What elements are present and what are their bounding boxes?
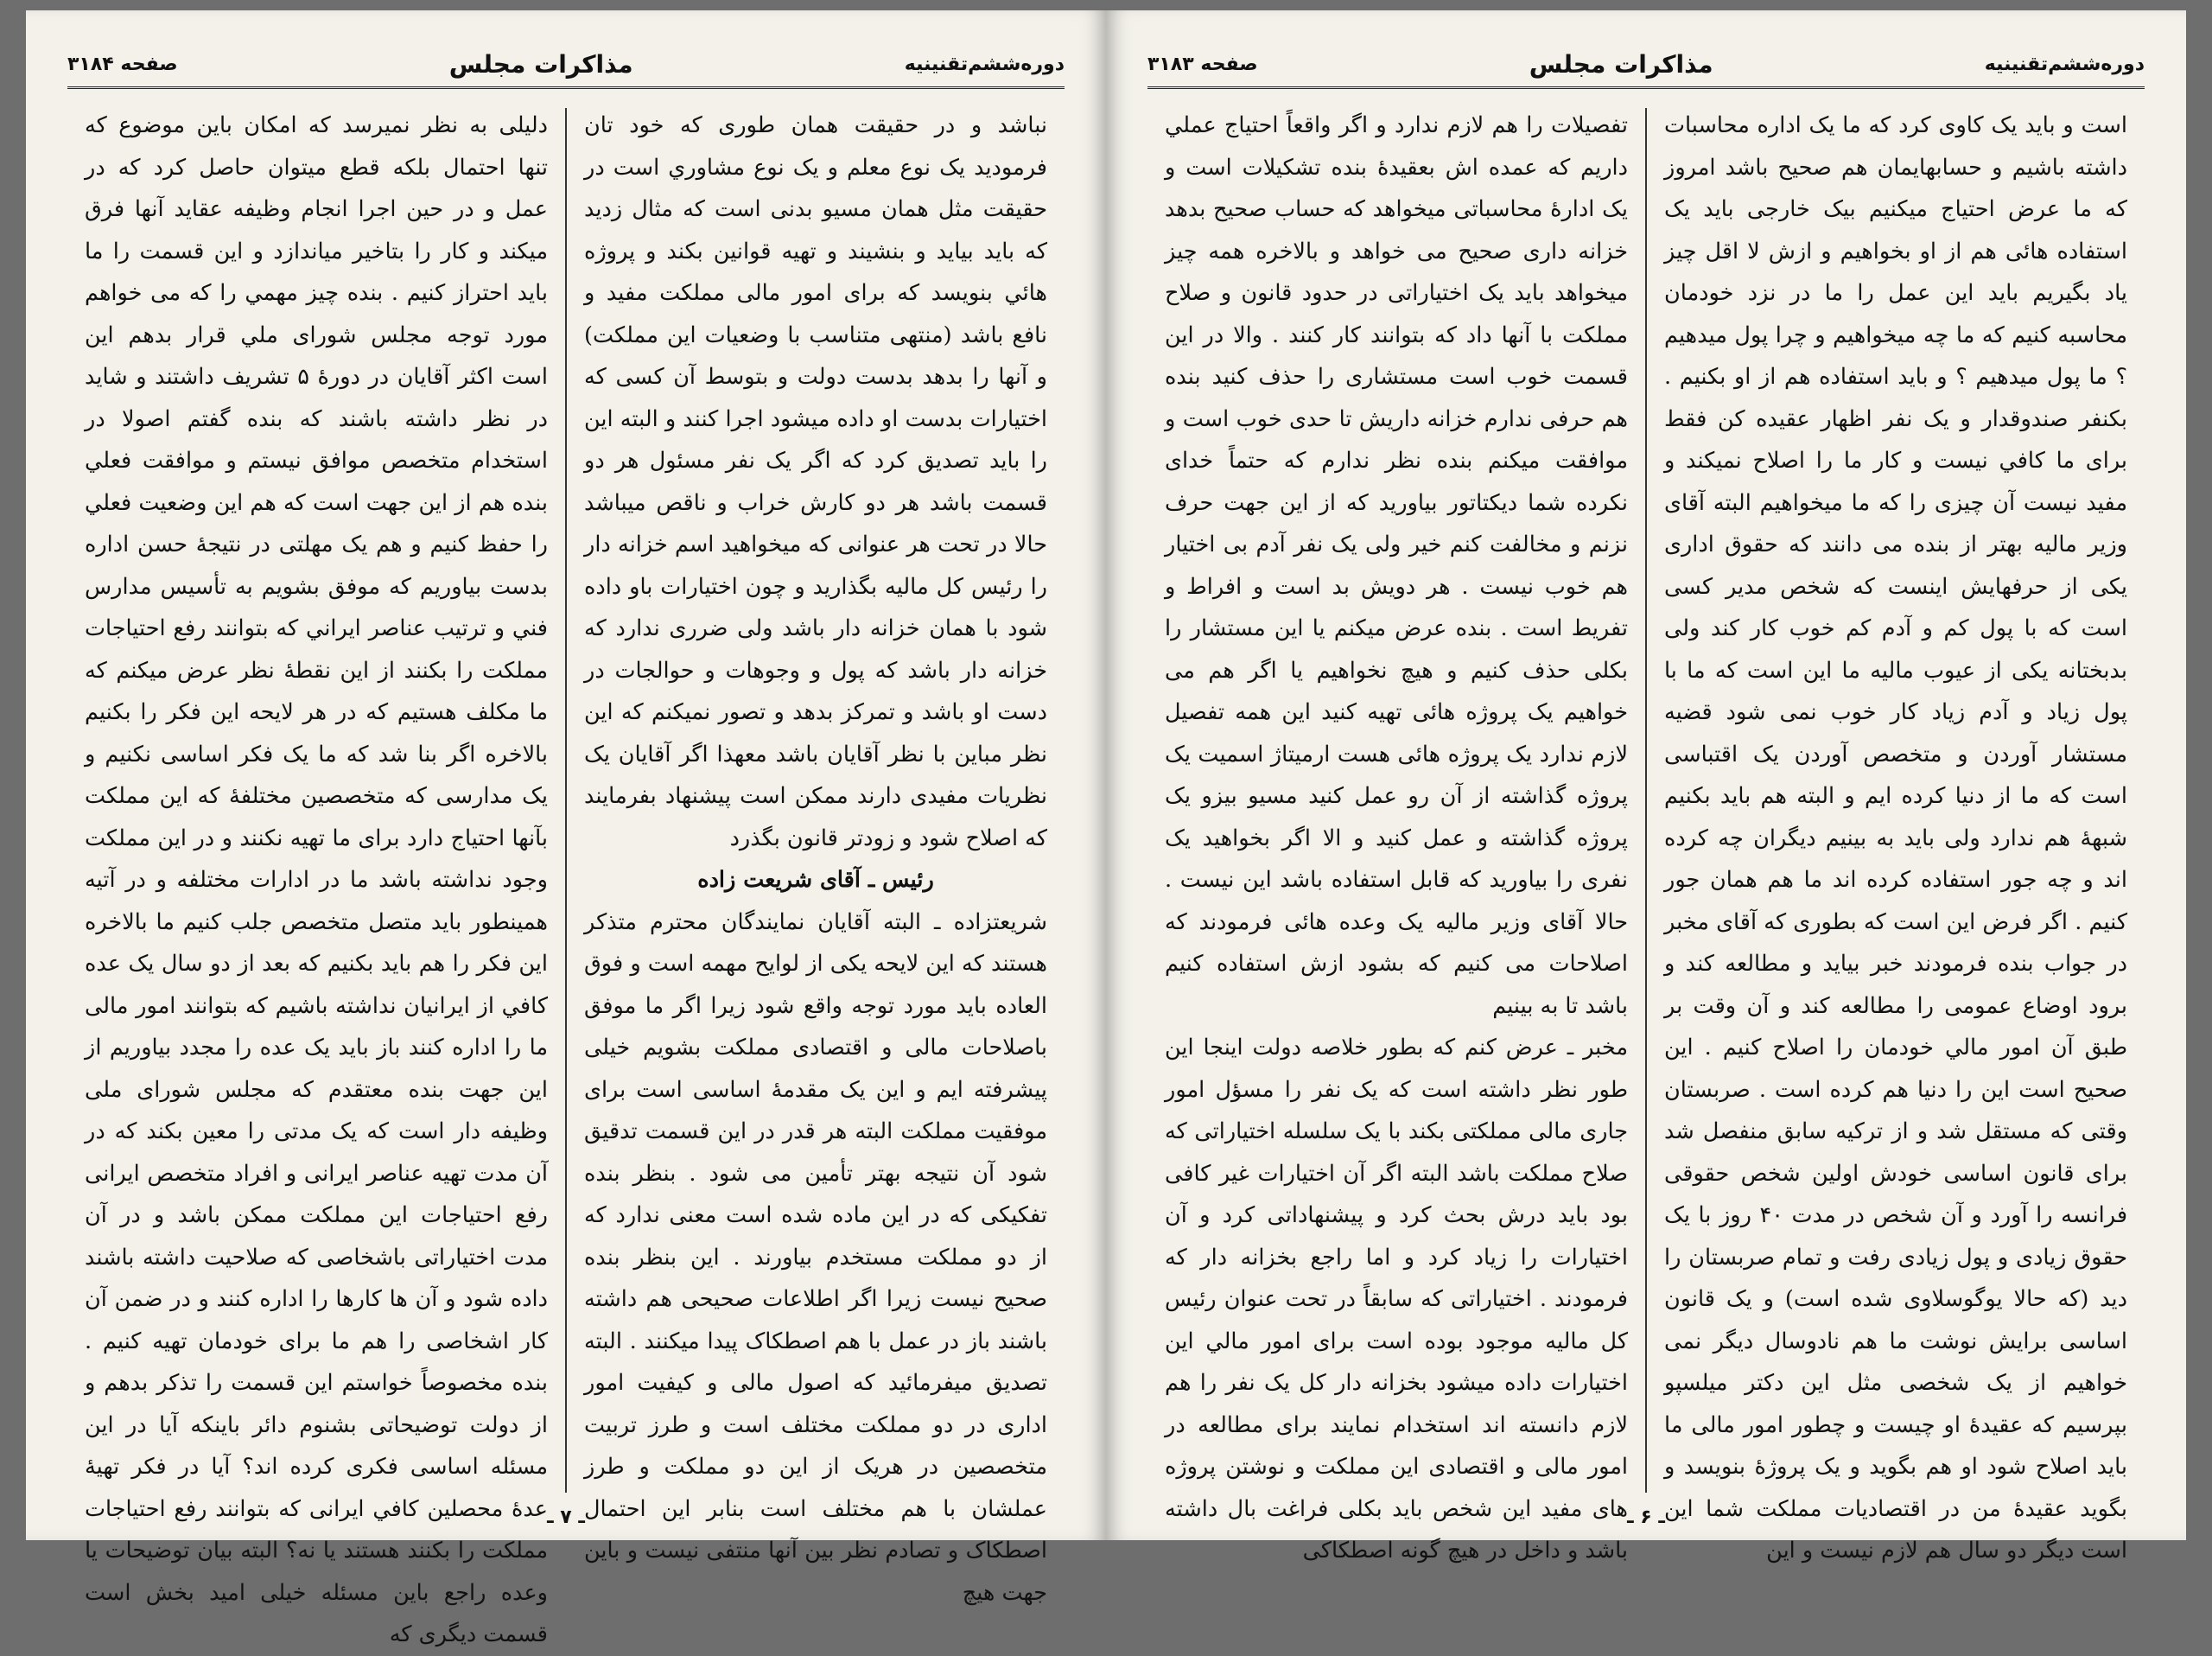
column-divider bbox=[565, 108, 567, 1493]
page-footer-number: ـ ۷ ـ bbox=[547, 1506, 585, 1528]
column-left bbox=[67, 105, 565, 1647]
left-page bbox=[26, 10, 1106, 1647]
paragraph: تفصیلات را هم لازم ندارد و اگر واقعاً احتیاج عملي داریم که عمده اش بعقیدهٔ بنده تشکیلات است و یک ادارهٔ محاسباتی میخواهد که حساب صحیح بدهد خزانه داری صحیح می خواهد و بالاخره همه چیز میخواهد باید یک اختیاراتی در حدود قانون و صلاح مملکت با آنها داد که بتوانند کار کنند . والا در این قسمت خوب است مستشاری را حذف کنید بنده هم حرفی ندارم خزانه داریش تا حدی خوب است و موافقت میکنم بنده نظر ندارم که حتماً خدای نکرده شما دیکتاتور بیاورید که از این جهت حرف نزنم و مخالفت کنم خیر ولی یک نفر آدم بی اختیار هم خوب نیست . هر دویش بد است و افراط و تفریط است . بنده عرض میکنم یا این مستشار را بکلی حذف کنیم و هیچ نخواهیم یا اگر هم می خواهیم یک پروژه هائی تهیه کنید این همه تفصیل لازم ندارد یک پروژه هائی هست ارمیتاژ اسمیت یک پروژه گذاشته از آن رو عمل کنید مسیو بیزو یک پروژه گذاشته و عمل کنید و الا اگر بخواهید یک نفری را بیاورید که قابل استفاده باشد این نیست . حالا آقای وزیر مالیه یک وعده هائی فرمودند که اصلاحات می کنیم که بشود ازش استفاده کنیم باشد تا به بینیم bbox=[1165, 112, 1628, 1019]
speaker-line: رئیس ـ آقای شریعت زاده bbox=[697, 867, 934, 893]
paragraph: دلیلی به نظر نمیرسد که امکان باین موضوع که تنها احتمال بلکه قطع میتوان حاصل کرد که در عمل و در حین اجرا انجام وظیفه عقاید آنها فرق میکند و کار را بتاخیر میاندازد و این قسمت را ما باید احتراز کنیم . بنده چیز مهمي را که می خواهم مورد توجه مجلس شورای ملي قرار بدهم این است اکثر آقایان در دورهٔ ۵ تشریف داشتند و شاید در نظر داشته باشند که بنده گفتم اصولا در استخدام متخصص موافق نیستم و موافقت فعلي بنده هم از این جهت است که هم این وضعیت فعلي را حفظ کنیم و هم یک مهلتی در نتیجهٔ حسن اداره بدست بیاوریم که موفق بشویم به تأسیس مدارس فني و ترتیب عناصر ایراني که بتوانند رفع احتیاجات مملکت را بکنند از این نقطهٔ نظر عرض میکنم که ما مکلف هستیم که در هر لایحه این فکر را بکنیم بالاخره اگر بنا شد که ما یک فکر اساسی نکنیم و یک مدارسی که متخصصین مختلفهٔ که این مملکت بآنها احتیاج دارد برای ما تهیه نکنند و در این مملکت وجود نداشته باشد ما در ادارات مختلفه و در آتیه همینطور باید متصل متخصص جلب کنیم ما بالاخره این فکر را هم باید بکنیم که بعد از دو سال یک عده کافي از ایرانیان نداشته باشیم که بتوانند امور مالی ما را اداره کنند باز باید یک عده را مجدد بیاوریم از این جهت بنده معتقدم که مجلس شورای ملی وظیفه دار است که یک مدتی را معین بکند که در آن مدت تهیه عناصر ایرانی و افراد متخصص ایرانی رفع احتیاجات این مملکت ممکن باشد و در آن مدت اختیاراتی باشخاصی که صلاحیت داشته باشند داده شود و آن ها کارها را اداره کنند و در ضمن آن کار اشخاصی را هم ما برای خودمان تهیه کنیم . بنده مخصوصاً خواستم این قسمت را تذکر بدهم و از دولت توضیحاتی بشنوم دائر باینکه آیا در این مسئله اساسی فکری کرده اند؟ آیا در فکر تهیهٔ عدهٔ محصلین کافي ایرانی که بتوانند رفع احتیاجات مملکت را بکنند هستند یا نه؟ البته بیان توضیحات یا وعده راجع باین مسئله خیلی امید بخش است قسمت دیگری که bbox=[85, 112, 548, 1647]
journal-title: مذاکرات مجلس bbox=[448, 49, 633, 79]
book-spread bbox=[26, 10, 2186, 1647]
page-header bbox=[67, 47, 1065, 89]
edition-label: دوره‌ششم‌تقنینیه bbox=[904, 53, 1065, 75]
column-right bbox=[567, 105, 1065, 1606]
column-right bbox=[1647, 105, 2145, 1564]
right-page bbox=[1106, 10, 2186, 1564]
paragraph: است و باید یک کاوی کرد که ما یک اداره محاسبات داشته باشیم و حسابهایمان هم صحیح باشد امروز که ما عرض احتیاج میکنیم بیک خارجی باید یک استفاده هائی هم از او بخواهیم و ازش لا اقل چیز یاد بگیریم باید این عمل را ما در نزد خودمان محاسبه کنیم که ما چه میخواهیم و چرا پول میدهیم ؟ ما پول میدهیم ؟ و باید استفاده هم از او بکنیم . بکنفر صندوقدار و یک نفر اظهار عقیده کن فقط برای ما کافي نیست و کار ما را اصلاح نمیکند و مفید نیست آن چیزی را که ما میخواهیم البته آقای وزیر مالیه بهتر از بنده می دانند که حقوق اداری یکی از حرفهایش اینست که شخص مدیر کسی است که با پول کم و آدم کم خوب کار کند ولی بدبختانه یکی از عیوب مالیه ما این است که ما با پول زیاد و آدم زیاد کار خوب نمی شود قضیه مستشار آوردن و متخصص آوردن یک اقتباسی است که ما از دنیا کرده ایم و البته هم باید بکنیم شبههٔ هم ندارد ولی باید به بینیم دیگران چه کرده اند و چه جور استفاده کرده اند ما هم همان جور کنیم . اگر فرض این است که بطوری که آقای مخبر در جواب بنده فرمودند خبر بیاید و مطالعه کند و برود اوضاع عمومی را مطالعه کند و آن وقت بر طبق آن امور مالي خودمان را اصلاح کنیم . این صحیح است این را دنیا هم کرده است . صربستان وقتی که مستقل شد و از ترکیه سابق منفصل شد برای قانون اساسی خودش اولین شخص حقوقی فرانسه را آورد و آن شخص در مدت ۴۰ روز با یک حقوق زیادی و پول زیادی رفت و تمام صربستان را دید (که حالا یوگوسلاوی شده است) و یک قانون اساسی برایش نوشت ما هم نادوسال دیگر نمی خواهیم از یک شخصی مثل این دکتر میلسپو بپرسیم که عقیدهٔ او چیست و چطور امور مالی ما باید اصلاح شود او هم بگوید و یک پروژهٔ بنویسد و بگوید عقیدهٔ من در اقتصادیات مملکت شما این است دیگر دو سال هم لازم نیست و این bbox=[1664, 112, 2128, 1564]
paragraph: شریعتزاده ـ البته آقایان نمایندگان محترم متذکر هستند که این لایحه یکی از لوایح مهمه است و فوق العاده باید مورد توجه واقع شود زیرا اگر ما موفق باصلاحات مالی و اقتصادی مملکت بشویم خیلی پیشرفته ایم و این یک مقدمهٔ اساسی است برای موفقیت مملکت البته هر قدر در این قسمت تدقیق شود آن نتیجه بهتر تأمین می شود . بنظر بنده تفکیکی که در این ماده شده است معنی ندارد که از دو مملکت مستخدم بیاورند . این بنظر بنده صحیح نیست زیرا اگر اطلاعات صحیحی هم داشته باشند باز در عمل با هم اصطکاک پیدا میکنند . البته تصدیق میفرمائید که اصول مالی و کیفیت امور اداری در دو مملکت مختلف است و طرز تربیت متخصصین در هریک از این دو مملکت و طرز عملشان با هم مختلف است بنابر این احتمال اصطکاک و تصادم نظر بین آنها منتفی نیست و باین جهت هیچ bbox=[584, 908, 1047, 1606]
page-footer-number: ـ ۶ ـ bbox=[1627, 1506, 1665, 1528]
page-header bbox=[1147, 47, 2145, 89]
paragraph: مخبر ـ عرض کنم که بطور خلاصه دولت اینجا این طور نظر داشته است که یک نفر را مسؤل امور جاری مالی مملکتی بکند با یک سلسله اختیاراتی که صلاح مملکت باشد البته اگر آن اختیارات غیر کافی بود باید درش بحث کرد و پیشنهاداتی کرد و آن اختیارات را زیاد کرد و اما راجع بخزانه دار که فرمودند . اختیاراتی که سابقاً در تحت عنوان رئیس کل مالیه موجود بوده است برای امور مالي این اختیارات داده میشود بخزانه دار کل یک نفر را هم لازم دانسته اند استخدام نمایند برای مطالعه در امور مالی و اقتصادی این مملکت و نوشتن پروژه های مفید این شخص باید بکلی فراغت بال داشته باشد و داخل در هیچ گونه اصطکاکی bbox=[1165, 1035, 1628, 1564]
column-divider bbox=[1645, 108, 1647, 1493]
edition-label: دوره‌ششم‌تقنینیه bbox=[1984, 53, 2145, 75]
paragraph: نباشد و در حقیقت همان طوری که خود تان فرمودید یک نوع معلم و یک نوع مشاوري است در حقیقت مثل همان مسیو بدنی است که مثال زدید که باید بیاید و بنشیند و تهیه قوانین بکند و پروژه هائي بنویسد که برای امور مالی مملکت مفید و نافع باشد (منتهی متناسب با وضعیات این مملکت) و آنها را بدهد بدست دولت و بتوسط آن کسی که اختیارات بدست او داده میشود اجرا کنند و البته این را باید تصدیق کرد که اگر یک نفر مسئول هر دو قسمت باشد هر دو کارش خراب و ناقص میباشد حالا در تحت هر عنوانی که میخواهید اسم خزانه دار را رئیس کل مالیه بگذارید و چون اختیارات باو داده شود با همان خزانه دار باشد ولی ضرری ندارد که خزانه دار باشد که پول و وجوهات و حوالجات در دست او باشد و تمرکز بدهد و تصور نمیکنم که این نظر مباین با نظر آقایان باشد معهذا اگر آقایان یک نظریات مفیدی دارند ممکن است پیشنهاد بفرمایند که اصلاح شود و زودتر قانون بگذرد bbox=[584, 112, 1047, 851]
journal-title: مذاکرات مجلس bbox=[1529, 49, 1713, 79]
column-left bbox=[1147, 105, 1645, 1564]
page-number-label: صفحه ۳۱۸۴ bbox=[67, 53, 178, 75]
page-number-label: صفحه ۳۱۸۳ bbox=[1147, 53, 1258, 75]
